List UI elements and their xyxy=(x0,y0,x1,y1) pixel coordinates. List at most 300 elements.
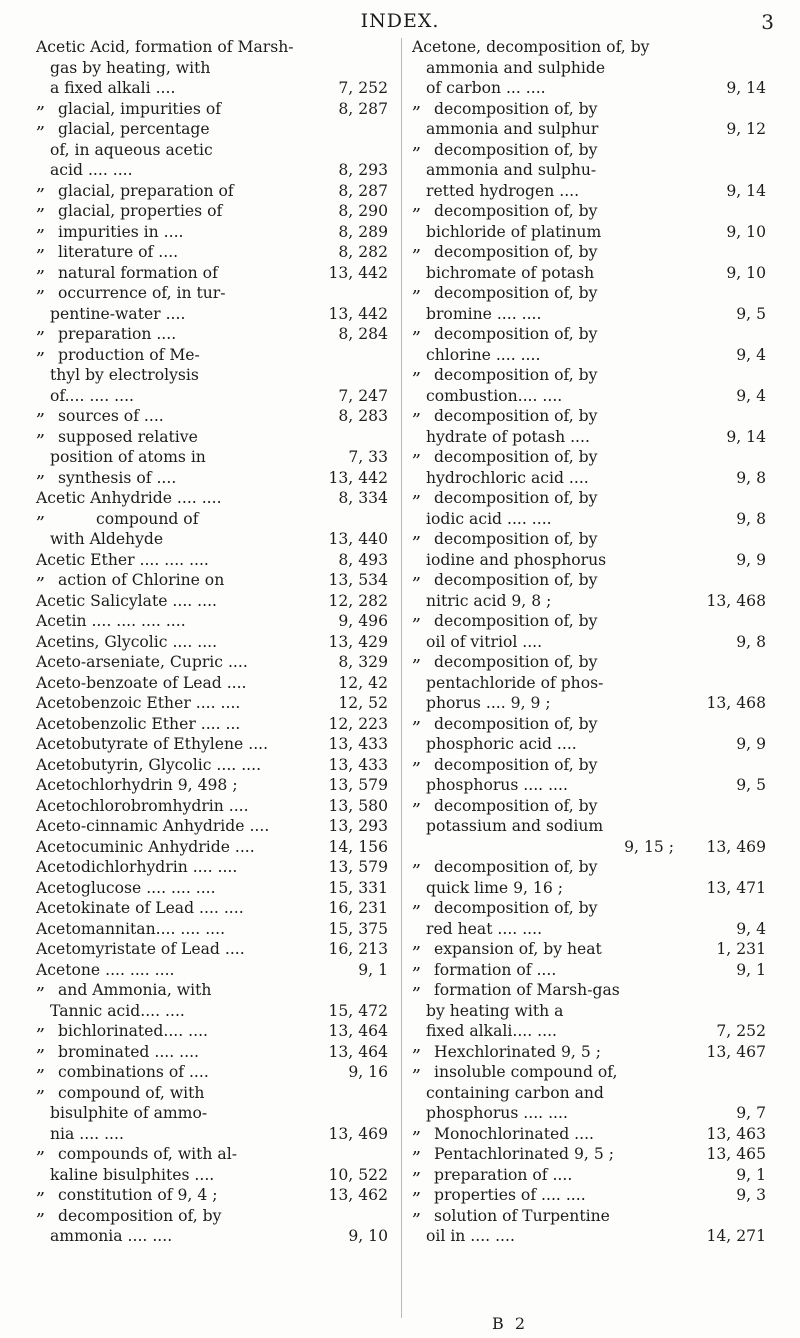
signature-mark: B 2 xyxy=(492,1314,529,1333)
entry-reference: 10, 522 xyxy=(328,1165,388,1184)
index-entry xyxy=(36,550,388,571)
index-entry xyxy=(36,99,388,120)
entry-text: „ production of Me- xyxy=(58,345,200,364)
entry-text: „ decomposition of, by xyxy=(434,571,598,589)
index-column-right xyxy=(412,37,766,1247)
index-entry xyxy=(36,775,388,796)
index-entry xyxy=(36,160,388,181)
entry-text: hydrochloric acid .... xyxy=(426,468,589,487)
entry-text: Aceto-benzoate of Lead .... xyxy=(36,673,247,692)
index-entry xyxy=(412,345,766,366)
index-entry xyxy=(36,898,388,919)
index-entry xyxy=(36,570,388,591)
index-entry xyxy=(412,37,766,58)
index-entry xyxy=(412,488,766,509)
entry-text: bichromate of potash xyxy=(426,263,595,282)
entry-text: iodic acid .... .... xyxy=(426,509,552,528)
index-entry xyxy=(36,1226,388,1247)
entry-text: „ decomposition of, by xyxy=(434,202,598,220)
entry-reference: 13, 462 xyxy=(328,1186,388,1204)
entry-text: „ and Ammonia, with xyxy=(58,981,212,999)
index-entry xyxy=(36,1001,388,1022)
index-entry xyxy=(36,406,388,427)
index-entry xyxy=(412,427,766,448)
entry-text: „ occurrence of, in tur- xyxy=(58,284,226,302)
entry-text: „ constitution of 9, 4 ; xyxy=(58,1186,218,1204)
index-entry xyxy=(412,1103,766,1124)
index-entry xyxy=(36,140,388,161)
index-entry xyxy=(36,837,388,858)
index-entry xyxy=(36,796,388,817)
entry-text: retted hydrogen .... xyxy=(426,181,580,200)
index-entry xyxy=(412,816,766,837)
entry-reference: 12, 42 xyxy=(338,673,388,692)
index-entry xyxy=(36,447,388,468)
entry-reference: 13, 469 xyxy=(706,837,766,856)
index-entry xyxy=(36,939,388,960)
entry-reference: 13, 467 xyxy=(706,1042,766,1061)
entry-text: acid .... .... xyxy=(50,161,133,179)
index-entry xyxy=(36,714,388,735)
entry-text: nia .... .... xyxy=(50,1124,124,1143)
entry-text: „ decomposition of, by xyxy=(434,796,598,815)
index-entry xyxy=(412,693,766,714)
entry-text: „ compound of xyxy=(96,509,199,528)
index-entry xyxy=(36,693,388,714)
index-entry xyxy=(412,611,766,632)
index-entry xyxy=(36,181,388,202)
entry-text: „ decomposition of, by xyxy=(434,899,598,917)
entry-reference: 14, 156 xyxy=(328,837,388,856)
entry-text: Acetocuminic Anhydride .... xyxy=(36,837,255,856)
entry-reference: 12, 223 xyxy=(328,714,388,733)
entry-text: „ decomposition of, by xyxy=(434,858,598,876)
entry-text: Acetic Salicylate .... .... xyxy=(36,591,218,610)
entry-reference: 9, 14 xyxy=(726,181,766,200)
index-entry xyxy=(412,222,766,243)
index-entry xyxy=(36,652,388,673)
entry-text: Acetomannitan.... .... .... xyxy=(36,919,226,938)
entry-text: Acetomyristate of Lead .... xyxy=(36,940,245,958)
index-entry xyxy=(412,1165,766,1186)
entry-reference: 9, 12 xyxy=(726,120,766,138)
index-entry xyxy=(412,919,766,940)
index-entry xyxy=(36,611,388,632)
index-entry xyxy=(36,201,388,222)
entry-text: oil in .... .... xyxy=(426,1227,515,1245)
index-entry xyxy=(412,755,766,776)
entry-text: „ glacial, properties of xyxy=(58,202,223,220)
index-entry xyxy=(412,1042,766,1063)
entry-reference: 7, 252 xyxy=(338,79,388,97)
entry-text: of.... .... .... xyxy=(50,386,134,405)
entry-text: ammonia and sulphu- xyxy=(426,161,597,179)
entry-reference: 7, 252 xyxy=(716,1022,766,1040)
entry-reference: 12, 52 xyxy=(338,694,388,712)
entry-reference: 16, 213 xyxy=(328,940,388,958)
entry-text: of, in aqueous acetic xyxy=(50,140,213,159)
index-entry xyxy=(412,1062,766,1083)
entry-reference: 13, 579 xyxy=(328,858,388,876)
index-entry xyxy=(412,632,766,653)
entry-text: „ Monochlorinated .... xyxy=(434,1124,594,1143)
entry-reference: 9, 10 xyxy=(726,263,766,282)
entry-text: oil of vitriol .... xyxy=(426,632,543,651)
entry-text: „ action of Chlorine on xyxy=(58,571,225,589)
entry-reference: 13, 468 xyxy=(706,694,766,712)
index-entry xyxy=(36,1185,388,1206)
entry-reference: 8, 334 xyxy=(338,489,388,507)
index-entry xyxy=(412,796,766,817)
entry-text: Aceto-cinnamic Anhydride .... xyxy=(36,817,270,835)
entry-text: potassium and sodium xyxy=(426,817,604,835)
entry-text: „ bichlorinated.... .... xyxy=(58,1022,208,1040)
entry-text: quick lime 9, 16 ; xyxy=(426,878,563,897)
index-entry xyxy=(412,550,766,571)
entry-text: combustion.... .... xyxy=(426,386,563,405)
entry-text: Acetone .... .... .... xyxy=(36,960,175,979)
entry-text: Acetokinate of Lead .... .... xyxy=(36,899,244,917)
entry-text: „ compound of, with xyxy=(58,1083,205,1102)
index-entry xyxy=(412,1083,766,1104)
entry-reference: 8, 287 xyxy=(338,181,388,200)
entry-text: „ expansion of, by heat xyxy=(434,940,602,958)
entry-text: „ decomposition of, by xyxy=(434,407,598,425)
entry-text: „ synthesis of .... xyxy=(58,468,177,487)
entry-text: a fixed alkali .... xyxy=(50,79,176,97)
index-entry xyxy=(36,1042,388,1063)
entry-text: „ decomposition of, by xyxy=(434,448,598,466)
entry-text: „ sources of .... xyxy=(58,407,164,425)
entry-text: „ Hexchlorinated 9, 5 ; xyxy=(434,1042,601,1061)
entry-text: „ literature of .... xyxy=(58,243,179,261)
entry-text: of carbon ... .... xyxy=(426,79,546,97)
entry-text: „ decomposition of, by xyxy=(434,714,598,733)
index-entry xyxy=(36,304,388,325)
entry-reference: 9, 4 xyxy=(736,386,766,405)
entry-reference: 9, 10 xyxy=(348,1227,388,1245)
index-entry xyxy=(412,775,766,796)
index-entry xyxy=(412,386,766,407)
entry-text: „ brominated .... .... xyxy=(58,1042,199,1061)
entry-text: containing carbon and xyxy=(426,1083,604,1102)
column-divider xyxy=(401,38,402,1318)
entry-reference: 9, 1 xyxy=(358,960,388,979)
entry-reference: 13, 463 xyxy=(706,1124,766,1143)
index-entry xyxy=(36,222,388,243)
index-entry xyxy=(412,1144,766,1165)
index-entry xyxy=(36,509,388,530)
index-entry xyxy=(36,468,388,489)
entry-text: phosphorus .... .... xyxy=(426,1104,568,1122)
entry-reference: 13, 293 xyxy=(328,817,388,835)
index-entry xyxy=(412,263,766,284)
index-entry xyxy=(36,283,388,304)
entry-text: „ preparation .... xyxy=(58,325,177,343)
entry-text: Acetone, decomposition of, by xyxy=(412,38,650,56)
entry-reference: 8, 290 xyxy=(338,202,388,220)
entry-text: bichloride of platinum xyxy=(426,222,602,241)
entry-reference: 13, 469 xyxy=(328,1124,388,1143)
index-entry xyxy=(412,447,766,468)
entry-text: „ supposed relative xyxy=(58,427,198,446)
entry-text: Acetochlorhydrin 9, 498 ; xyxy=(36,776,238,794)
entry-text: phosphorus .... .... xyxy=(426,776,568,794)
index-entry xyxy=(36,324,388,345)
index-entry xyxy=(36,386,388,407)
entry-reference: 13, 465 xyxy=(706,1145,766,1163)
entry-reference: 9, 14 xyxy=(726,427,766,446)
entry-reference: 8, 283 xyxy=(338,407,388,425)
entry-reference: 15, 375 xyxy=(328,919,388,938)
index-entry xyxy=(412,734,766,755)
entry-text: „ glacial, preparation of xyxy=(58,181,234,200)
entry-text: bromine .... .... xyxy=(426,304,542,323)
entry-reference: 13, 433 xyxy=(328,735,388,753)
entry-text: ammonia and sulphur xyxy=(426,120,599,138)
entry-text: thyl by electrolysis xyxy=(50,366,199,384)
entry-text: gas by heating, with xyxy=(50,58,211,77)
index-entry xyxy=(36,755,388,776)
entry-reference: 13, 464 xyxy=(328,1022,388,1040)
entry-reference: 13, 534 xyxy=(328,571,388,589)
index-entry xyxy=(412,58,766,79)
index-entry xyxy=(36,365,388,386)
entry-reference: 9, 7 xyxy=(736,1104,766,1122)
index-entry xyxy=(36,960,388,981)
entry-reference: 8, 287 xyxy=(338,99,388,118)
index-entry xyxy=(412,857,766,878)
entry-text: „ decomposition of, by xyxy=(434,489,598,507)
index-entry xyxy=(412,406,766,427)
index-entry xyxy=(36,1083,388,1104)
entry-text: „ decomposition of, by xyxy=(434,530,598,548)
entry-reference: 9, 496 xyxy=(338,612,388,630)
entry-reference: 13, 442 xyxy=(328,304,388,323)
entry-text: Acetoglucose .... .... .... xyxy=(36,878,216,897)
index-entry xyxy=(412,1124,766,1145)
index-entry xyxy=(412,714,766,735)
entry-reference: 8, 293 xyxy=(338,161,388,179)
entry-text: „ combinations of .... xyxy=(58,1063,209,1081)
entry-text: „ compounds of, with al- xyxy=(58,1145,237,1163)
entry-text: „ decomposition of, by xyxy=(434,140,598,159)
entry-text: „ decomposition of, by xyxy=(434,755,598,774)
entry-reference: 8, 289 xyxy=(338,222,388,241)
entry-reference: 13, 442 xyxy=(328,468,388,487)
entry-text: „ decomposition of, by xyxy=(434,366,598,384)
index-entry xyxy=(412,960,766,981)
index-entry xyxy=(36,734,388,755)
entry-text: pentachloride of phos- xyxy=(426,673,604,692)
entry-reference: 8, 284 xyxy=(338,325,388,343)
entry-reference: 13, 433 xyxy=(328,755,388,774)
index-entry xyxy=(36,1021,388,1042)
index-entry xyxy=(36,488,388,509)
entry-reference: 9, 16 xyxy=(348,1063,388,1081)
index-entry xyxy=(412,365,766,386)
index-entry xyxy=(412,570,766,591)
entry-reference: 8, 282 xyxy=(338,243,388,261)
index-entry xyxy=(36,119,388,140)
entry-reference: 9, 1 xyxy=(736,1165,766,1184)
index-entry xyxy=(36,242,388,263)
entry-reference: 16, 231 xyxy=(328,899,388,917)
entry-text: Acetobutyrate of Ethylene .... xyxy=(36,735,269,753)
index-entry xyxy=(412,1226,766,1247)
entry-text: Acetins, Glycolic .... .... xyxy=(36,632,218,651)
entry-text: Tannic acid.... .... xyxy=(50,1001,185,1020)
index-entry xyxy=(412,878,766,899)
index-entry xyxy=(36,1062,388,1083)
entry-reference: 13, 442 xyxy=(328,263,388,282)
entry-reference: 9, 8 xyxy=(736,468,766,487)
entry-text: „ natural formation of xyxy=(58,263,218,282)
index-entry xyxy=(412,468,766,489)
entry-text: „ decomposition of, by xyxy=(434,99,598,118)
index-entry xyxy=(36,345,388,366)
entry-text: phosphoric acid .... xyxy=(426,735,577,753)
index-entry xyxy=(412,529,766,550)
entry-text: pentine-water .... xyxy=(50,304,186,323)
entry-reference: 9, 10 xyxy=(726,222,766,241)
index-entry xyxy=(36,1124,388,1145)
index-entry xyxy=(412,242,766,263)
entry-text: „ decomposition of, by xyxy=(434,325,598,343)
entry-text: „ glacial, impurities of xyxy=(58,99,222,118)
entry-text: „ formation of Marsh-gas xyxy=(434,981,620,999)
entry-text: ammonia .... .... xyxy=(50,1227,173,1245)
entry-reference: 9, 9 xyxy=(736,735,766,753)
entry-text: hydrate of potash .... xyxy=(426,427,590,446)
index-entry xyxy=(412,591,766,612)
index-column-left xyxy=(36,37,388,1247)
index-entry xyxy=(412,201,766,222)
entry-reference: 13, 468 xyxy=(706,591,766,610)
index-entry xyxy=(36,78,388,99)
entry-reference: 8, 493 xyxy=(338,550,388,569)
entry-reference: 9, 4 xyxy=(736,345,766,364)
entry-text: „ impurities in .... xyxy=(58,222,184,241)
entry-reference: 12, 282 xyxy=(328,591,388,610)
entry-reference: 8, 329 xyxy=(338,653,388,671)
index-entry xyxy=(36,37,388,58)
entry-reference: 9, 5 xyxy=(736,776,766,794)
entry-text: position of atoms in xyxy=(50,448,206,466)
index-entry xyxy=(36,427,388,448)
entry-text: Acetobenzoic Ether .... .... xyxy=(36,694,241,712)
entry-reference: 13, 580 xyxy=(328,796,388,815)
entry-text: Acetic Anhydride .... .... xyxy=(36,489,222,507)
entry-reference: 9, 8 xyxy=(736,632,766,651)
index-entry xyxy=(412,140,766,161)
index-entry xyxy=(36,529,388,550)
entry-text: „ insoluble compound of, xyxy=(434,1063,618,1081)
entry-text: Acetic Ether .... .... .... xyxy=(36,550,209,569)
entry-reference: 9, 1 xyxy=(736,960,766,979)
index-entry xyxy=(412,181,766,202)
entry-reference: 7, 247 xyxy=(338,386,388,405)
entry-text: „ Pentachlorinated 9, 5 ; xyxy=(434,1145,614,1163)
entry-text: ammonia and sulphide xyxy=(426,58,606,77)
index-entry xyxy=(36,673,388,694)
entry-text: „ decomposition of, by xyxy=(434,612,598,630)
page-number: 3 xyxy=(761,10,774,34)
index-entry xyxy=(36,1144,388,1165)
index-entry xyxy=(36,980,388,1001)
index-entry xyxy=(412,837,766,858)
entry-text: „ decomposition of, by xyxy=(58,1206,222,1225)
index-entry xyxy=(412,99,766,120)
entry-text: „ properties of .... .... xyxy=(434,1186,586,1204)
index-entry xyxy=(36,1206,388,1227)
entry-text: „ decomposition of, by xyxy=(434,243,598,261)
index-entry xyxy=(412,673,766,694)
entry-reference: 13, 579 xyxy=(328,776,388,794)
entry-reference: 9, 9 xyxy=(736,550,766,569)
entry-reference: 9, 4 xyxy=(736,919,766,938)
entry-text: Acetobutyrin, Glycolic .... .... xyxy=(36,755,262,774)
index-entry xyxy=(36,632,388,653)
entry-reference: 9, 3 xyxy=(736,1186,766,1204)
entry-text: bisulphite of ammo- xyxy=(50,1104,208,1122)
entry-text: Acetochlorobromhydrin .... xyxy=(36,796,249,815)
entry-text: Acetobenzolic Ether .... ... xyxy=(36,714,241,733)
index-entry xyxy=(412,283,766,304)
entry-reference: 9, 8 xyxy=(736,509,766,528)
index-entry xyxy=(412,1206,766,1227)
index-entry xyxy=(36,919,388,940)
index-entry xyxy=(412,1001,766,1022)
entry-reference: 15, 331 xyxy=(328,878,388,897)
entry-text: „ preparation of .... xyxy=(434,1165,573,1184)
index-entry xyxy=(36,1103,388,1124)
entry-reference: 13, 464 xyxy=(328,1042,388,1061)
entry-text: „ decomposition of, by xyxy=(434,284,598,302)
index-entry xyxy=(412,1185,766,1206)
entry-text: fixed alkali.... .... xyxy=(426,1022,557,1040)
page-header xyxy=(0,10,800,34)
index-entry xyxy=(36,1165,388,1186)
entry-reference: 13, 429 xyxy=(328,632,388,651)
entry-text: „ glacial, percentage xyxy=(58,120,210,138)
index-entry xyxy=(36,878,388,899)
index-entry xyxy=(36,263,388,284)
index-entry xyxy=(36,816,388,837)
index-entry xyxy=(36,58,388,79)
entry-text: iodine and phosphorus xyxy=(426,550,607,569)
index-entry xyxy=(412,78,766,99)
entry-text: kaline bisulphites .... xyxy=(50,1165,215,1184)
entry-reference: 1, 231 xyxy=(716,940,766,958)
entry-text: Acetic Acid, formation of Marsh- xyxy=(36,38,294,56)
entry-reference: 13, 471 xyxy=(706,878,766,897)
index-entry xyxy=(36,591,388,612)
index-entry xyxy=(36,857,388,878)
index-entry xyxy=(412,652,766,673)
entry-text: „ formation of .... xyxy=(434,960,557,979)
index-entry xyxy=(412,898,766,919)
entry-text: nitric acid 9, 8 ; xyxy=(426,591,552,610)
index-entry xyxy=(412,160,766,181)
entry-reference: 14, 271 xyxy=(706,1227,766,1245)
page-title: INDEX. xyxy=(360,10,440,32)
index-entry xyxy=(412,509,766,530)
index-entry xyxy=(412,119,766,140)
entry-text: red heat .... .... xyxy=(426,919,543,938)
entry-text: chlorine .... .... xyxy=(426,345,541,364)
entry-text: by heating with a xyxy=(426,1001,564,1020)
